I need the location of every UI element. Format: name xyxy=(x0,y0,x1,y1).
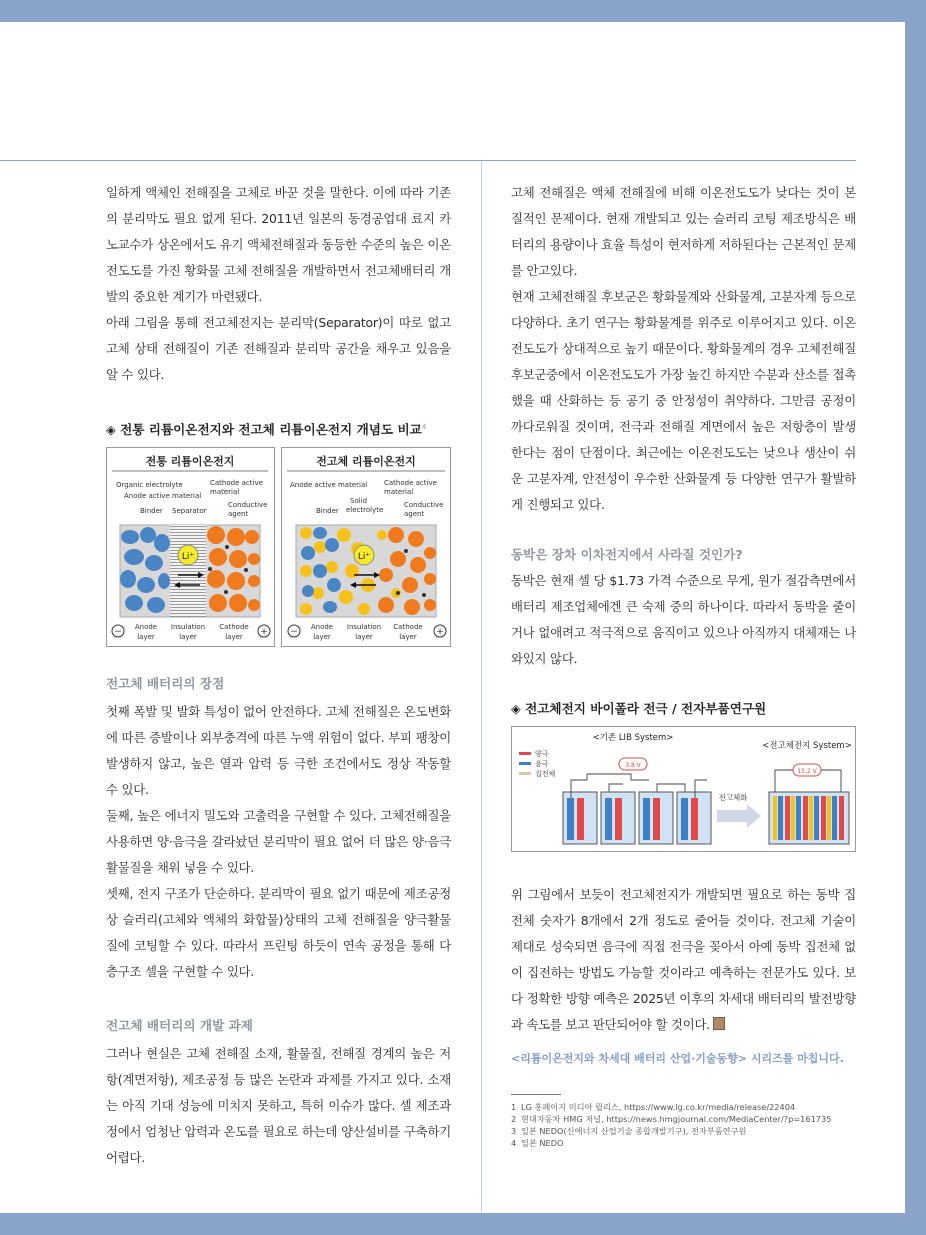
figure1-title xyxy=(106,416,451,441)
insulation-layer-label-1: Insulation xyxy=(170,623,206,632)
footnote-1-text: LG 홍페이지 미디아 릴리스, https://www.lg.co.kr/media/release/22404 xyxy=(521,1102,796,1112)
label-binder-right: Binder xyxy=(316,507,339,516)
tin-paragraph-1: 동박은 현재 셀 당 $1.73 가격 수준으로 무게, 원가 절감측면에서 배터리 제조업체에겐 큰 숙제 중의 하나이다. 따라서 동박을 줄이거나 없애려고 적극적으로 움직이고 있으나 아직까지 대체재는 나와있지 않다. xyxy=(511,573,856,666)
conclusion-text: 위 그림에서 보듯이 전고체전지가 개발되면 필요로 하는 동박 집전체 숫자가 8개에서 2개 정도로 줄어들 것이다. 전고체 기술이 제대로 성숙되면 음극에 직접 전극을 꽂아서 아예 동박 집전체 없이 집전하는 방법도 가능할 것이라고 예측하는 전문가도 있다. 보다 정확한 방향 예측은 2025년 이후의 차세대 배터리의 발전방향과 속도를 보고 판단되어야 할 것이다. xyxy=(511,887,856,1032)
anode-layer-label-1: Anode xyxy=(134,623,158,632)
label-cathode-active-2: material xyxy=(210,488,240,497)
legend-cathode: 양극 xyxy=(535,750,549,758)
column-divider xyxy=(481,161,482,1213)
label-solid-1: Solid xyxy=(350,497,368,506)
plus-terminal-right: + xyxy=(436,627,444,638)
intro-paragraph-1: 일하게 액체인 전해질을 고체로 바꾼 것을 말한다. 이에 따라 기존의 분리막도 필요 없게 된다. 2011년 일본의 동경공업대 료지 카노교수가 상온에서도 유기 액체전해질과 동등한 수준의 높은 이온전도도를 가진 황화물 고체 전해질을 개발하면서 전고체배터리 개발의 중요한 계기가 마련됐다. xyxy=(106,185,451,304)
series-end-note: <리튬이온전지와 차세대 배터리 산업·기술동향> 시리즈를 마칩니다. xyxy=(511,1052,844,1065)
challenges-paragraph-1: 그러나 현실은 고체 전해질 소재, 활물질, 전해질 경계의 높은 저항(계면저항), 제조공정 등 많은 논란과 과제를 가지고 있다. 소재는 아직 기대 성능에 미치지 못하고, 특허 이슈가 많다. 셀 제조과정에서 엄청난 압력과 온도를 필요로 하는데 양산설비를 구축하기 어렵다. xyxy=(106,1046,451,1166)
footnote-3-text: 일본 NEDO(신에너지 산업기술 종합개발기구), 전자부품연구원 xyxy=(521,1126,747,1136)
anode-layer-right-2: layer xyxy=(313,633,331,642)
bipolar-electrode-diagram xyxy=(511,726,856,852)
legend-collector: 집전체 xyxy=(535,770,556,778)
label-solid-2: electrolyte xyxy=(346,506,384,515)
label-organic-electrolyte: Organic electrolyte xyxy=(116,481,183,490)
label-binder: Binder xyxy=(140,507,163,516)
lib-voltage: 3.8 V xyxy=(625,762,641,769)
minus-terminal-right: − xyxy=(290,627,298,638)
insulation-layer-right-2: layer xyxy=(355,633,373,642)
right-column xyxy=(511,180,856,1149)
footnote-2 xyxy=(511,1113,856,1125)
legend-anode: 음극 xyxy=(535,760,549,768)
solid-voltage: 15.2 V xyxy=(797,768,817,775)
footnote-divider xyxy=(511,1094,561,1095)
anode-layer-label-2: layer xyxy=(137,633,155,642)
label-conductive-2: agent xyxy=(228,510,249,519)
footnote-2-text: 현대자동차 HMG 저널, https://news.hmgjournal.com/MediaCenter/?p=161735 xyxy=(521,1114,832,1124)
right-paragraph-1: 고체 전해질은 액체 전해질에 비해 이온전도도가 낮다는 것이 본질적인 문제이다. 현재 개발되고 있는 슬러리 코팅 제조방식은 배터리의 용량이나 효율 특성이 현저하게 저하된다는 근본적인 문제를 안고있다. xyxy=(511,185,856,278)
cathode-layer-right-2: layer xyxy=(399,633,417,642)
footnote-4-number: 4 xyxy=(511,1138,517,1148)
ion-label-left: Li⁺ xyxy=(181,552,195,563)
label-separator: Separator xyxy=(172,507,207,516)
label-cathode-active-1: Cathode active xyxy=(210,479,263,488)
footnote-3 xyxy=(511,1125,856,1137)
top-frame-bar xyxy=(0,0,926,22)
label-conductive-right-1: Conductive xyxy=(404,501,444,510)
cathode-layer-label-1: Cathode xyxy=(219,623,249,632)
footnote-2-number: 2 xyxy=(511,1114,517,1124)
anode-layer-right-1: Anode xyxy=(310,623,334,632)
footnote-4-text: 일본 NEDO xyxy=(521,1138,564,1148)
insulation-layer-label-2: layer xyxy=(179,633,197,642)
label-conductive-right-2: agent xyxy=(404,510,425,519)
insulation-layer-right-1: Insulation xyxy=(346,623,382,632)
panel-left-heading: 전통 리튬이온전지 xyxy=(145,455,235,469)
cathode-layer-right-1: Cathode xyxy=(393,623,423,632)
advantages-paragraph-2: 둘째, 높은 에너지 밀도와 고출력을 구현할 수 있다. 고체전해질을 사용하면 양·음극을 갈라놨던 분리막이 필요 없어 더 많은 양·음극 활물질을 채워 넣을 수 있다. xyxy=(106,808,451,876)
bottom-frame-bar xyxy=(0,1213,926,1235)
advantages-heading: 전고체 배터리의 장점 xyxy=(106,676,225,692)
challenges-heading: 전고체 배터리의 개발 과제 xyxy=(106,1018,253,1034)
label-cathode-active-right-2: material xyxy=(384,488,414,497)
footnote-1-number: 1 xyxy=(511,1102,517,1112)
cathode-layer-label-2: layer xyxy=(225,633,243,642)
advantages-paragraph-3: 셋째, 전지 구조가 단순하다. 분리막이 필요 없기 때문에 제조공정상 슬러리(고체와 액체의 화합물)상태의 고체 전해질을 양극활물질에 코팅할 수 있다. 따라서 프린팅 하듯이 연속 공정을 통해 다층구조 셀을 구현할 수 있다. xyxy=(106,886,451,980)
label-anode-active-right: Anode active material xyxy=(290,481,368,490)
right-paragraph-2: 현재 고체전해질 후보군은 황화물계와 산화물계, 고분자계 등으로 다양하다. 초기 연구는 황화물계를 위주로 이루어지고 있다. 이온전도도가 상대적으로 높기 때문이다. 황화물계의 경우 고체전해질 후보군중에서 이온전도도가 가장 높긴 하지만 수분과 산소를 접촉했을 때 산화하는 등 공기 중 안정성이 취약하다. 그만큼 공정이 까다로워질 것이며, 전극과 전해질 계면에서 높은 저항층이 발생한다는 점이 단점이다. 최근에는 이온전도도는 낮으나 생산이 쉬운 고분자계, 안전성이 우수한 산화물계 등 다양한 연구가 활발하게 진행되고 있다. xyxy=(511,289,856,512)
label-solid-system: <전고체전지 System> xyxy=(762,741,852,751)
figure1-footnote-ref: 4 xyxy=(421,423,427,431)
tin-section-heading: 동박은 장차 이차전지에서 사라질 것인가? xyxy=(511,547,743,562)
panel-right-heading: 전고체 리튬이온전지 xyxy=(316,455,416,469)
right-frame-bar xyxy=(905,0,926,1235)
panel-traditional-lib xyxy=(107,448,275,647)
plus-terminal-left: + xyxy=(260,627,268,638)
footnote-4 xyxy=(511,1137,856,1149)
conclusion-paragraph xyxy=(511,882,856,1038)
footnote-3-number: 3 xyxy=(511,1126,517,1136)
battery-comparison-diagram xyxy=(106,447,451,647)
label-anode-active: Anode active material xyxy=(124,492,202,501)
figure1-title-text: ◈ 전통 리튬이온전지와 전고체 리튬이온전지 개념도 비교 xyxy=(106,422,422,438)
header-divider xyxy=(0,160,856,161)
ion-label-right: Li⁺ xyxy=(357,552,371,563)
left-column xyxy=(106,180,451,1171)
footnote-1 xyxy=(511,1101,856,1113)
minus-terminal-left: − xyxy=(114,627,122,638)
figure2-title: ◈ 전고체전지 바이폴라 전극 / 전자부품연구원 xyxy=(511,701,767,716)
label-cathode-active-right-1: Cathode active xyxy=(384,479,437,488)
advantages-paragraph-1: 첫째 폭발 및 발화 특성이 없어 안전하다. 고체 전해질은 온도변화에 따른 증발이나 외부충격에 따른 누액 위험이 없다. 부피 팽창이 발생하지 않고, 높은 열과 압력 등 극한 조건에서도 정상 작동할 수 있다. xyxy=(106,704,451,798)
panel-solid-state-lib xyxy=(282,448,451,647)
label-conductive-1: Conductive xyxy=(228,501,268,510)
label-lib-system: <기존 LIB System> xyxy=(592,733,674,743)
end-mark-icon xyxy=(713,1017,725,1030)
arrow-label: 전고체화 xyxy=(718,793,748,802)
intro-paragraph-2: 아래 그림을 통해 전고체전지는 분리막(Separator)이 따로 없고 고체 상태 전해질이 기존 전해질과 분리막 공간을 채우고 있음을 알 수 있다. xyxy=(106,315,451,382)
